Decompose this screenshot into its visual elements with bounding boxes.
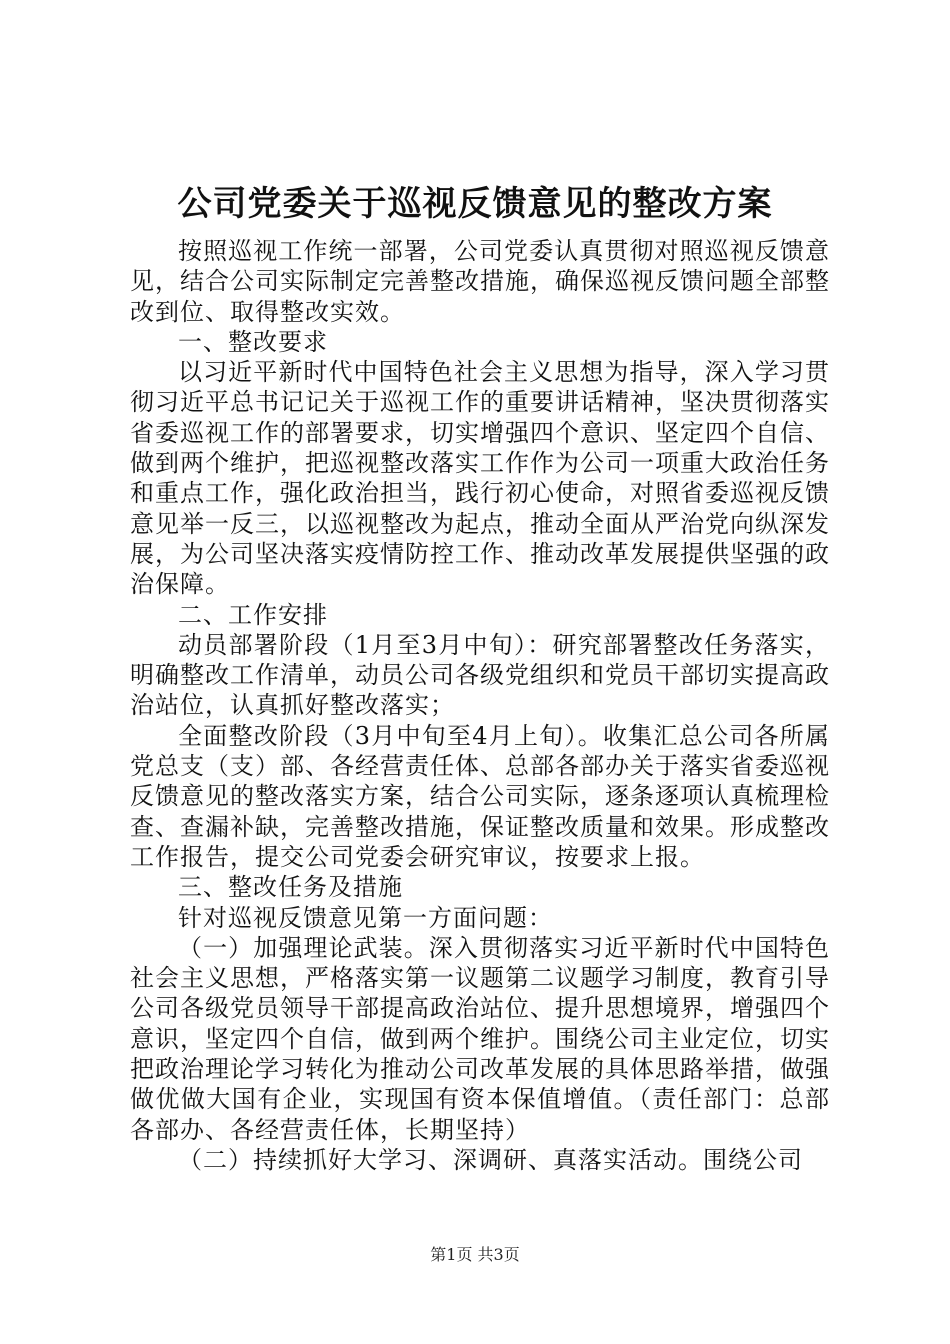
first-aspect-intro: 针对巡视反馈意见第一方面问题： — [178, 903, 553, 932]
page-footer: 第1页 共3页 — [430, 1245, 520, 1264]
section-heading-tasks: 三、整改任务及措施 — [178, 873, 403, 902]
intro-paragraph: 按照巡视工作统一部署，公司党委认真贯彻对照巡视反馈意见，结合公司实际制定完善整改措施，确保巡视反馈问题全部整改到位、取得整改实效。 — [130, 237, 830, 326]
task-item-2: （二）持续抓好大学习、深调研、真落实活动。围绕公司 — [178, 1145, 803, 1174]
full-rectification-phase-paragraph: 全面整改阶段（3月中旬至4月上旬）。收集汇总公司各所属党总支（支）部、各经营责任体、总部各部办关于落实省委巡视反馈意见的整改落实方案，结合公司实际，逐条逐项认真梳理检查、查漏补缺，完善整改措施，保证整改质量和效果。形成整改工作报告，提交公司党委会研究审议，按要求上报。 — [130, 721, 830, 871]
section-heading-requirements: 一、整改要求 — [178, 327, 328, 356]
task-item-1: （一）加强理论武装。深入贯彻落实习近平新时代中国特色社会主义思想，严格落实第一议题第二议题学习制度，教育引导公司各级党员领导干部提高政治站位、提升思想境界，增强四个意识，坚定四个自信，做到两个维护。围绕公司主业定位，切实把政治理论学习转化为推动公司改革发展的具体思路举措，做强做优做大国有企业，实现国有资本保值增值。（责任部门：总部各部办、各经营责任体，长期坚持） — [130, 933, 830, 1144]
document-body — [130, 236, 830, 1175]
requirements-paragraph: 以习近平新时代中国特色社会主义思想为指导，深入学习贯彻习近平总书记记关于巡视工作的重要讲话精神，坚决贯彻落实省委巡视工作的部署要求，切实增强四个意识、坚定四个自信、做到两个维护，把巡视整改落实工作作为公司一项重大政治任务和重点工作，强化政治担当，践行初心使命，对照省委巡视反馈意见举一反三，以巡视整改为起点，推动全面从严治党向纵深发展，为公司坚决落实疫情防控工作、推动改革发展提供坚强的政治保障。 — [130, 358, 830, 599]
section-heading-arrangement: 二、工作安排 — [178, 600, 328, 629]
mobilization-phase-paragraph: 动员部署阶段（1月至3月中旬）：研究部署整改任务落实，明确整改工作清单，动员公司各级党组织和党员干部切实提高政治站位，认真抓好整改落实； — [130, 630, 830, 720]
document-title: 公司党委关于巡视反馈意见的整改方案 — [177, 184, 773, 224]
